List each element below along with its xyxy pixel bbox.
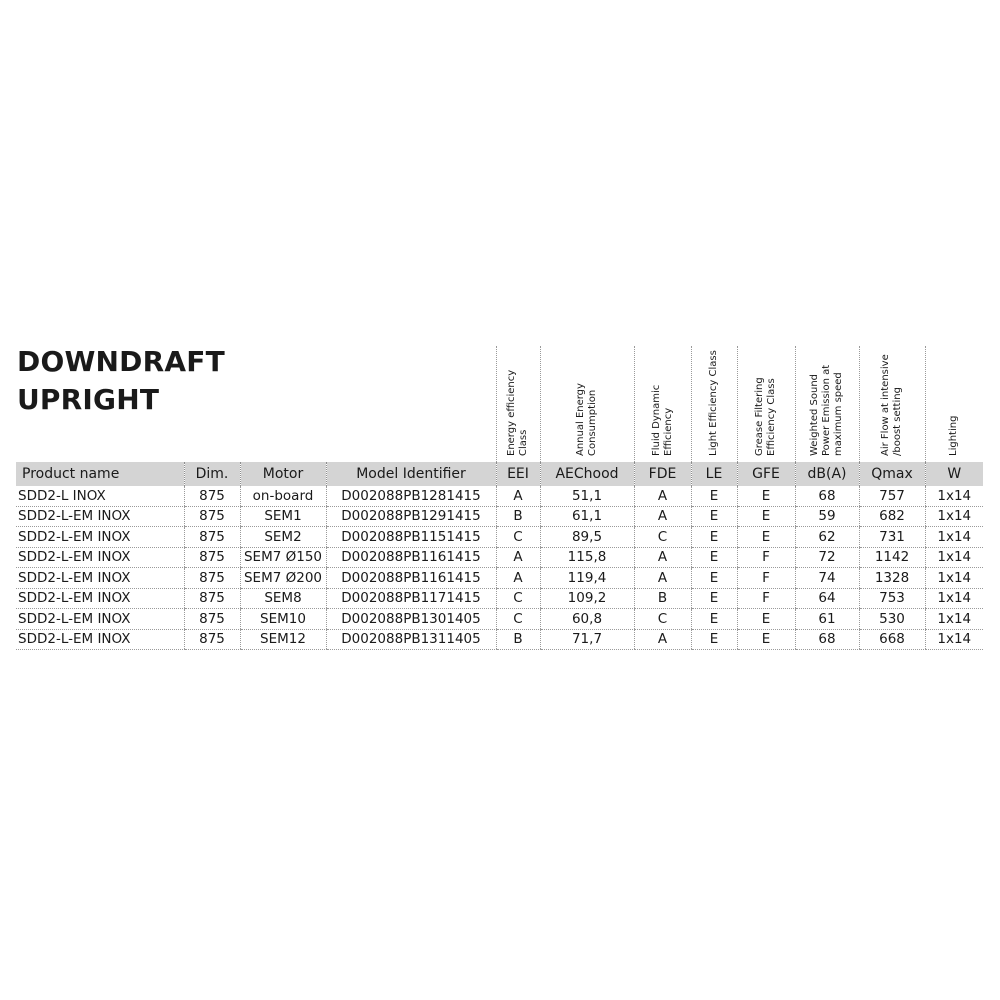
- table-cell: SEM12: [240, 629, 326, 650]
- table-cell: 1x14: [925, 547, 983, 568]
- table-cell: D002088PB1291415: [326, 506, 496, 527]
- column-header: AEChood: [540, 462, 634, 486]
- column-header: Product name: [16, 462, 184, 486]
- spec-table: [16, 462, 983, 650]
- table-cell: 731: [859, 527, 925, 548]
- table-cell: SDD2-L-EM INOX: [16, 527, 184, 548]
- table-row: [16, 588, 983, 609]
- table-cell: E: [691, 568, 737, 589]
- table-cell: 109,2: [540, 588, 634, 609]
- column-divider: [540, 346, 541, 462]
- table-cell: 115,8: [540, 547, 634, 568]
- table-cell: 72: [795, 547, 859, 568]
- table-cell: E: [737, 486, 795, 506]
- table-cell: B: [496, 629, 540, 650]
- table-cell: E: [691, 629, 737, 650]
- header-w-description: Lighting: [925, 346, 983, 462]
- table-cell: 757: [859, 486, 925, 506]
- column-divider: [634, 346, 635, 462]
- table-cell: 1x14: [925, 527, 983, 548]
- table-cell: 875: [184, 629, 240, 650]
- column-header: GFE: [737, 462, 795, 486]
- table-cell: A: [496, 568, 540, 589]
- table-row: [16, 629, 983, 650]
- table-cell: C: [496, 527, 540, 548]
- table-cell: 119,4: [540, 568, 634, 589]
- table-cell: 753: [859, 588, 925, 609]
- table-cell: 1x14: [925, 629, 983, 650]
- table-cell: SDD2-L-EM INOX: [16, 609, 184, 630]
- table-cell: C: [496, 588, 540, 609]
- table-cell: A: [634, 486, 691, 506]
- table-cell: 61: [795, 609, 859, 630]
- table-cell: 875: [184, 527, 240, 548]
- title-line-1: DOWNDRAFT: [17, 345, 225, 378]
- table-cell: F: [737, 588, 795, 609]
- table-cell: E: [691, 506, 737, 527]
- table-cell: SEM2: [240, 527, 326, 548]
- table-header-row: [16, 462, 983, 486]
- table-cell: SEM8: [240, 588, 326, 609]
- table-cell: SDD2-L-EM INOX: [16, 629, 184, 650]
- table-cell: D002088PB1161415: [326, 547, 496, 568]
- table-cell: 875: [184, 547, 240, 568]
- table-cell: E: [691, 588, 737, 609]
- header-eei-description: Energy efficiency Class: [496, 346, 540, 462]
- table-cell: 68: [795, 629, 859, 650]
- table-cell: 61,1: [540, 506, 634, 527]
- table-cell: SEM10: [240, 609, 326, 630]
- table-cell: 875: [184, 568, 240, 589]
- column-divider: [795, 346, 796, 462]
- table-cell: A: [496, 547, 540, 568]
- table-cell: SEM7 Ø200: [240, 568, 326, 589]
- table-row: [16, 609, 983, 630]
- table-cell: 1x14: [925, 588, 983, 609]
- header-db-description: Weighted Sound Power Emission at maximum speed: [795, 346, 859, 462]
- column-header: LE: [691, 462, 737, 486]
- column-divider: [737, 346, 738, 462]
- column-header: Motor: [240, 462, 326, 486]
- table-cell: 668: [859, 629, 925, 650]
- column-divider: [496, 346, 497, 462]
- table-cell: on-board: [240, 486, 326, 506]
- header-aechood-description: Annual Energy Consumption: [540, 346, 634, 462]
- table-cell: E: [737, 629, 795, 650]
- table-cell: D002088PB1171415: [326, 588, 496, 609]
- column-divider: [925, 346, 926, 462]
- table-cell: SDD2-L-EM INOX: [16, 568, 184, 589]
- table-cell: A: [634, 506, 691, 527]
- table-cell: 1142: [859, 547, 925, 568]
- header-gfe-description: Grease Filtering Efficiency Class: [737, 346, 795, 462]
- table-cell: D002088PB1301405: [326, 609, 496, 630]
- table-cell: A: [496, 486, 540, 506]
- table-cell: 51,1: [540, 486, 634, 506]
- table-cell: 1x14: [925, 506, 983, 527]
- table-cell: 1328: [859, 568, 925, 589]
- table-cell: 68: [795, 486, 859, 506]
- table-cell: E: [737, 609, 795, 630]
- table-cell: C: [634, 527, 691, 548]
- table-cell: D002088PB1311405: [326, 629, 496, 650]
- table-cell: E: [737, 506, 795, 527]
- table-cell: E: [691, 547, 737, 568]
- table-cell: SEM1: [240, 506, 326, 527]
- table-cell: E: [691, 486, 737, 506]
- table-cell: C: [634, 609, 691, 630]
- table-cell: A: [634, 568, 691, 589]
- table-cell: 1x14: [925, 568, 983, 589]
- table-cell: 1x14: [925, 609, 983, 630]
- table-row: [16, 506, 983, 527]
- table-cell: D002088PB1161415: [326, 568, 496, 589]
- table-cell: D002088PB1151415: [326, 527, 496, 548]
- table-cell: 62: [795, 527, 859, 548]
- table-cell: SDD2-L-EM INOX: [16, 506, 184, 527]
- table-cell: C: [496, 609, 540, 630]
- title-line-2: UPRIGHT: [17, 383, 160, 416]
- table-cell: SDD2-L INOX: [16, 486, 184, 506]
- table-cell: E: [691, 527, 737, 548]
- table-row: [16, 486, 983, 506]
- table-cell: 1x14: [925, 486, 983, 506]
- table-cell: SDD2-L-EM INOX: [16, 588, 184, 609]
- table-cell: A: [634, 547, 691, 568]
- column-header: Qmax: [859, 462, 925, 486]
- table-cell: SDD2-L-EM INOX: [16, 547, 184, 568]
- page-title: [17, 343, 225, 419]
- table-cell: SEM7 Ø150: [240, 547, 326, 568]
- table-cell: B: [634, 588, 691, 609]
- table-cell: 64: [795, 588, 859, 609]
- column-header: W: [925, 462, 983, 486]
- table-cell: 682: [859, 506, 925, 527]
- table-row: [16, 527, 983, 548]
- table-cell: 60,8: [540, 609, 634, 630]
- column-header: FDE: [634, 462, 691, 486]
- table-cell: 875: [184, 486, 240, 506]
- column-header: Dim.: [184, 462, 240, 486]
- table-row: [16, 547, 983, 568]
- table-cell: A: [634, 629, 691, 650]
- table-cell: 875: [184, 609, 240, 630]
- column-header: EEI: [496, 462, 540, 486]
- header-fde-description: Fluid Dynamic Efficiency: [634, 346, 691, 462]
- table-cell: 59: [795, 506, 859, 527]
- header-le-description: Light Efficiency Class: [691, 346, 737, 462]
- table-cell: 875: [184, 506, 240, 527]
- table-cell: D002088PB1281415: [326, 486, 496, 506]
- table-cell: F: [737, 568, 795, 589]
- table-cell: 74: [795, 568, 859, 589]
- table-cell: 530: [859, 609, 925, 630]
- header-qmax-description: Air Flow at intensive /boost setting: [859, 346, 925, 462]
- table-cell: E: [737, 527, 795, 548]
- column-header: Model Identifier: [326, 462, 496, 486]
- column-divider: [859, 346, 860, 462]
- column-divider: [691, 346, 692, 462]
- table-cell: B: [496, 506, 540, 527]
- table-cell: 71,7: [540, 629, 634, 650]
- table-cell: 89,5: [540, 527, 634, 548]
- table-cell: E: [691, 609, 737, 630]
- table-cell: F: [737, 547, 795, 568]
- table-row: [16, 568, 983, 589]
- column-header: dB(A): [795, 462, 859, 486]
- table-cell: 875: [184, 588, 240, 609]
